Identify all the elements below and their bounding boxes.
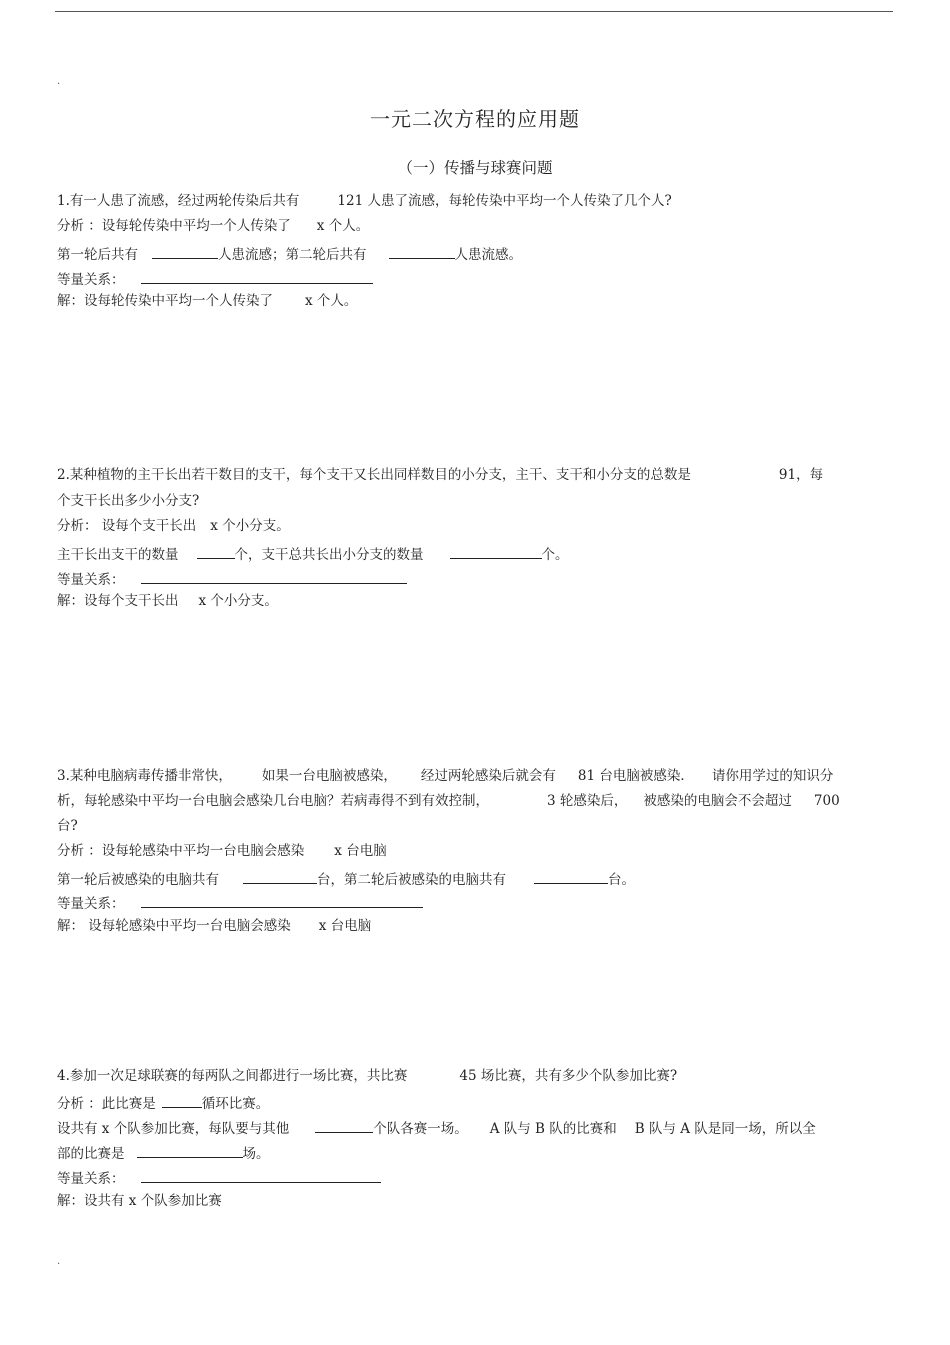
q3-stem-a: 3.某种电脑病毒传播非常快，: [57, 768, 232, 784]
q2-stem-b: 91，每: [778, 467, 824, 483]
q1-stem-b: 121 人患了流感，每轮传染中平均一个人传染了几个人?: [337, 193, 672, 209]
section-title: （一）传播与球赛问题: [397, 159, 553, 177]
q4-relation-label: 等量关系：: [57, 1171, 125, 1187]
q4-stem-a: 4.参加一次足球联赛的每两队之间都进行一场比赛，共比赛: [57, 1068, 408, 1084]
q3-stem-g: 3 轮感染后，: [547, 793, 628, 809]
q3-stem-f: 析，每轮感染中平均一台电脑会感染几台电脑？若病毒得不到有效控制，: [57, 793, 489, 809]
q3-solution: [57, 918, 371, 934]
q1-relation-blank[interactable]: [141, 269, 373, 284]
q3-stem-b: 如果一台电脑被感染，: [261, 768, 397, 784]
q2-blank-2[interactable]: [450, 544, 542, 559]
q1-relation: [57, 269, 373, 288]
q2-analysis: [57, 518, 290, 534]
q1-stem: [57, 193, 672, 209]
q4-setup-d: B 队与 A 队是同一场，所以全: [634, 1121, 816, 1137]
q3-fill-a: 第一轮后被感染的电脑共有: [57, 872, 219, 888]
q4-stem-b: 45 场比赛，共有多少个队参加比赛?: [459, 1068, 678, 1084]
q4-solution: [57, 1193, 222, 1209]
q3-relation: [57, 893, 423, 912]
q3-stem-j: 台?: [57, 818, 78, 834]
q1-fill-c: 人患流感。: [454, 247, 522, 263]
q4-stem: [57, 1068, 677, 1084]
q2-blank-1[interactable]: [197, 544, 235, 559]
q1-analysis-b: x 个人。: [316, 218, 370, 234]
q2-fill: [57, 544, 569, 563]
q4-analysis: [57, 1093, 269, 1112]
q3-fill-c: 台。: [608, 872, 635, 888]
top-dot: .: [57, 76, 61, 87]
bottom-dot: .: [57, 1256, 61, 1267]
q2-solution: [57, 593, 278, 609]
q3-stem-d: 81 台电脑被感染．: [577, 768, 694, 784]
q4-blank-others[interactable]: [315, 1118, 373, 1133]
q3-blank-1[interactable]: [243, 869, 317, 884]
q1-blank-1[interactable]: [152, 244, 218, 259]
q4-solution-text: 解：设共有 x 个队参加比赛: [57, 1193, 222, 1209]
q4-setup-c: A 队与 B 队的比赛和: [489, 1121, 617, 1137]
q2-analysis-b: x 个小分支。: [210, 518, 290, 534]
q1-relation-label: 等量关系：: [57, 272, 125, 288]
q3-relation-label: 等量关系：: [57, 896, 125, 912]
q3-fill: [57, 869, 635, 888]
q1-solution-b: x 个人。: [305, 293, 358, 309]
q4-setup-a: 设共有 x 个队参加比赛，每队要与其他: [57, 1121, 290, 1137]
q2-relation-label: 等量关系：: [57, 572, 125, 588]
q1-blank-2[interactable]: [389, 244, 455, 259]
q3-analysis-b: x 台电脑: [334, 843, 387, 859]
q4-relation: [57, 1168, 381, 1187]
q3-analysis-a: 分析 ：设每轮感染中平均一台电脑会感染: [57, 843, 305, 859]
q4-relation-blank[interactable]: [141, 1168, 381, 1183]
q4-setup-b: 个队各赛一场。: [373, 1121, 468, 1137]
q4-setup-cont: [57, 1143, 270, 1162]
q3-stem-c: 经过两轮感染后就会有: [420, 768, 556, 784]
q1-stem-a: 1.有一人患了流感，经过两轮传染后共有: [57, 193, 300, 209]
q3-solution-a: 解： 设每轮感染中平均一台电脑会感染: [57, 918, 291, 934]
q2-fill-b: 个，支干总共长出小分支的数量: [234, 547, 424, 563]
q1-fill-b: 人患流感；第二轮后共有: [218, 247, 367, 263]
q2-solution-a: 解：设每个支干长出: [57, 593, 179, 609]
q2-relation: [57, 569, 407, 588]
q2-analysis-a: 分析： 设每个支干长出: [57, 518, 197, 534]
q4-blank-total[interactable]: [137, 1143, 243, 1158]
q4-analysis-a: 分析 ：此比赛是: [57, 1096, 156, 1112]
q3-relation-blank[interactable]: [141, 893, 423, 908]
q1-fill: [57, 244, 522, 263]
q3-fill-b: 台，第二轮后被感染的电脑共有: [317, 872, 506, 888]
q3-solution-b: x 台电脑: [318, 918, 372, 934]
q2-solution-b: x 个小分支。: [198, 593, 278, 609]
header-rule: [55, 11, 893, 12]
q3-stem-cont: [57, 793, 840, 809]
q1-analysis-a: 分析 ：设每轮传染中平均一个人传染了: [57, 218, 291, 234]
q4-blank-type[interactable]: [162, 1093, 202, 1108]
q2-relation-blank[interactable]: [141, 569, 407, 584]
q3-stem-e: 请你用学过的知识分: [711, 768, 834, 784]
q2-stem-c: 个支干长出多少小分支?: [57, 493, 200, 509]
q4-setup-f: 场。: [242, 1146, 270, 1162]
q1-fill-a: 第一轮后共有: [57, 247, 138, 263]
q3-stem-end: [57, 818, 78, 834]
q3-blank-2[interactable]: [534, 869, 608, 884]
q3-stem: [57, 768, 833, 784]
page-title: 一元二次方程的应用题: [370, 107, 580, 131]
q2-stem-a: 2.某种植物的主干长出若干数目的支干，每个支干又长出同样数目的小分支，主干、支干和小分支的总数是: [57, 467, 691, 483]
q2-fill-a: 主干长出支干的数量: [57, 547, 179, 563]
q3-stem-h: 被感染的电脑会不会超过: [643, 793, 792, 809]
q1-solution-a: 解：设每轮传染中平均一个人传染了: [57, 293, 273, 309]
q4-setup-e: 部的比赛是: [57, 1146, 125, 1162]
q1-analysis: [57, 218, 369, 234]
q2-fill-c: 个。: [541, 547, 569, 563]
q4-analysis-b: 循环比赛。: [201, 1096, 270, 1112]
q3-analysis: [57, 843, 387, 859]
q2-stem: [57, 467, 823, 483]
q1-solution: [57, 293, 357, 309]
q3-stem-i: 700: [813, 793, 840, 809]
q2-stem-cont: [57, 493, 199, 509]
q4-setup: [57, 1118, 816, 1137]
